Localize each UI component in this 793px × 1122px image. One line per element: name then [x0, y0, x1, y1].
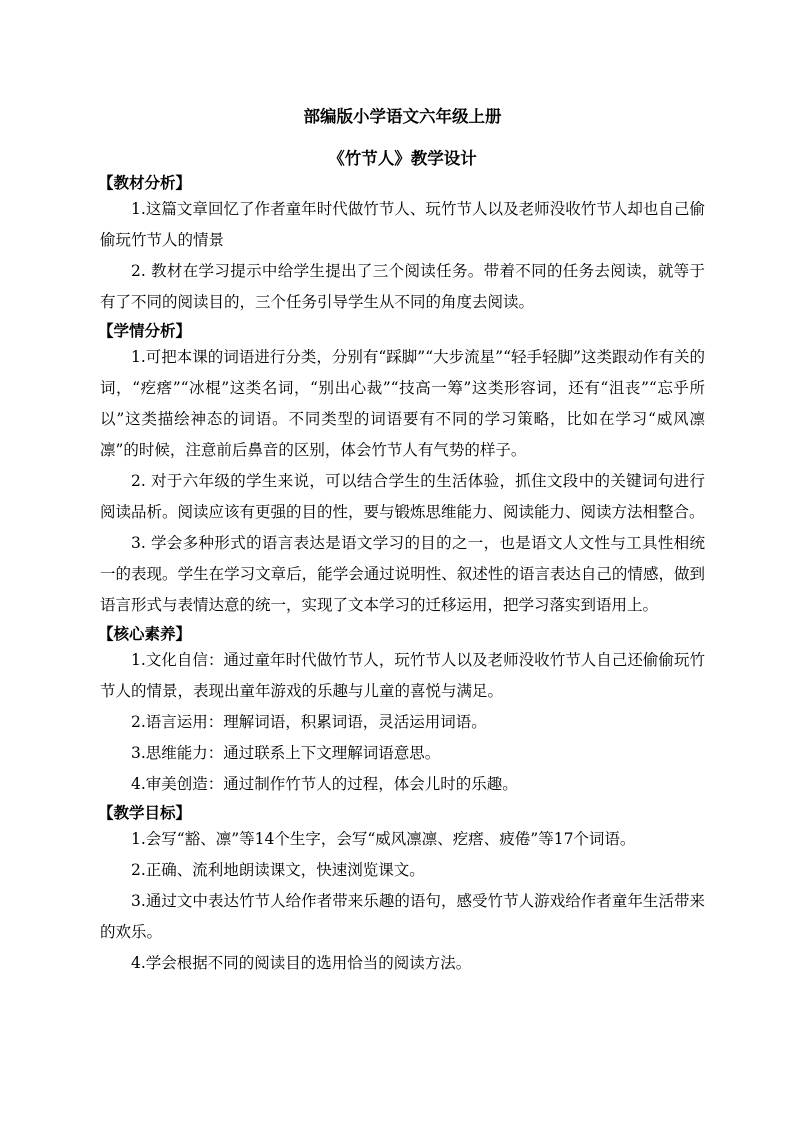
section-heading: 【学情分析】: [98, 322, 192, 340]
section-teaching-objectives: [100, 802, 705, 979]
section-heading: 【教学目标】: [98, 804, 192, 822]
paragraph: 4.审美创造：通过制作竹节人的过程，体会儿时的乐趣。: [131, 775, 518, 793]
paragraph: 2. 对于六年级的学生来说，可以结合学生的生活体验，抓住文段中的关键词句进行阅读品析。阅读应该有更强的目的性，要与锻炼思维能力、阅读能力、阅读方法相整合。: [100, 472, 705, 521]
paragraph: 2. 教材在学习提示中给学生提出了三个阅读任务。带着不同的任务去阅读，就等于有了不同的阅读目的，三个任务引导学生从不同的角度去阅读。: [100, 262, 705, 311]
section-student-analysis: [100, 320, 705, 621]
paragraph: 1.文化自信：通过童年时代做竹节人，玩竹节人以及老师没收竹节人自己还偷偷玩竹节人的情景，表现出童年游戏的乐趣与儿童的喜悦与满足。: [100, 651, 705, 700]
document-title: 部编版小学语文六年级上册: [303, 107, 502, 126]
section-core-literacy: [100, 623, 705, 800]
paragraph: 2.语言运用：理解词语，积累词语，灵活运用词语。: [131, 713, 487, 731]
paragraph: 4.学会根据不同的阅读目的选用恰当的阅读方法。: [131, 954, 472, 972]
paragraph: 1.会写“豁、凛”等14个生字，会写“威风凛凛、疙瘩、疲倦”等17个词语。: [131, 830, 636, 848]
paragraph: 1.可把本课的词语进行分类，分别有“踩脚”“大步流星”“轻手轻脚”这类跟动作有关的词，“疙瘩”“冰棍”这类名词，“别出心裁”“技高一筹”这类形容词，还有“沮丧”“忘乎所以”这类描绘神态的词语。不同类型的词语要有不同的学习策略，比如在学习“威风凛凛”的时候，注意前后鼻音的区别，体会竹节人有气势的样子。: [100, 348, 705, 459]
section-heading: 【核心素养】: [98, 625, 192, 643]
paragraph: 3.通过文中表达竹节人给作者带来乐趣的语句，感受竹节人游戏给作者童年生活带来的欢乐。: [100, 892, 705, 941]
paragraph: 3. 学会多种形式的语言表达是语文学习的目的之一，也是语文人文性与工具性相统一的表现。学生在学习文章后，能学会通过说明性、叙述性的语言表达自己的情感，做到语言形式与表情达意的统一，实现了文本学习的迁移运用，把学习落实到语用上。: [100, 534, 705, 614]
paragraph: 3.思维能力：通过联系上下文理解词语意思。: [131, 744, 441, 762]
section-heading: 【教材分析】: [98, 174, 192, 192]
section-teaching-material-analysis: [100, 172, 705, 318]
paragraph: 1.这篇文章回忆了作者童年时代做竹节人、玩竹节人以及老师没收竹节人却也自己偷偷玩竹节人的情景: [100, 200, 705, 249]
document-subtitle: 《竹节人》教学设计: [328, 149, 477, 168]
paragraph: 2.正确、流利地朗读课文，快速浏览课文。: [131, 861, 425, 879]
